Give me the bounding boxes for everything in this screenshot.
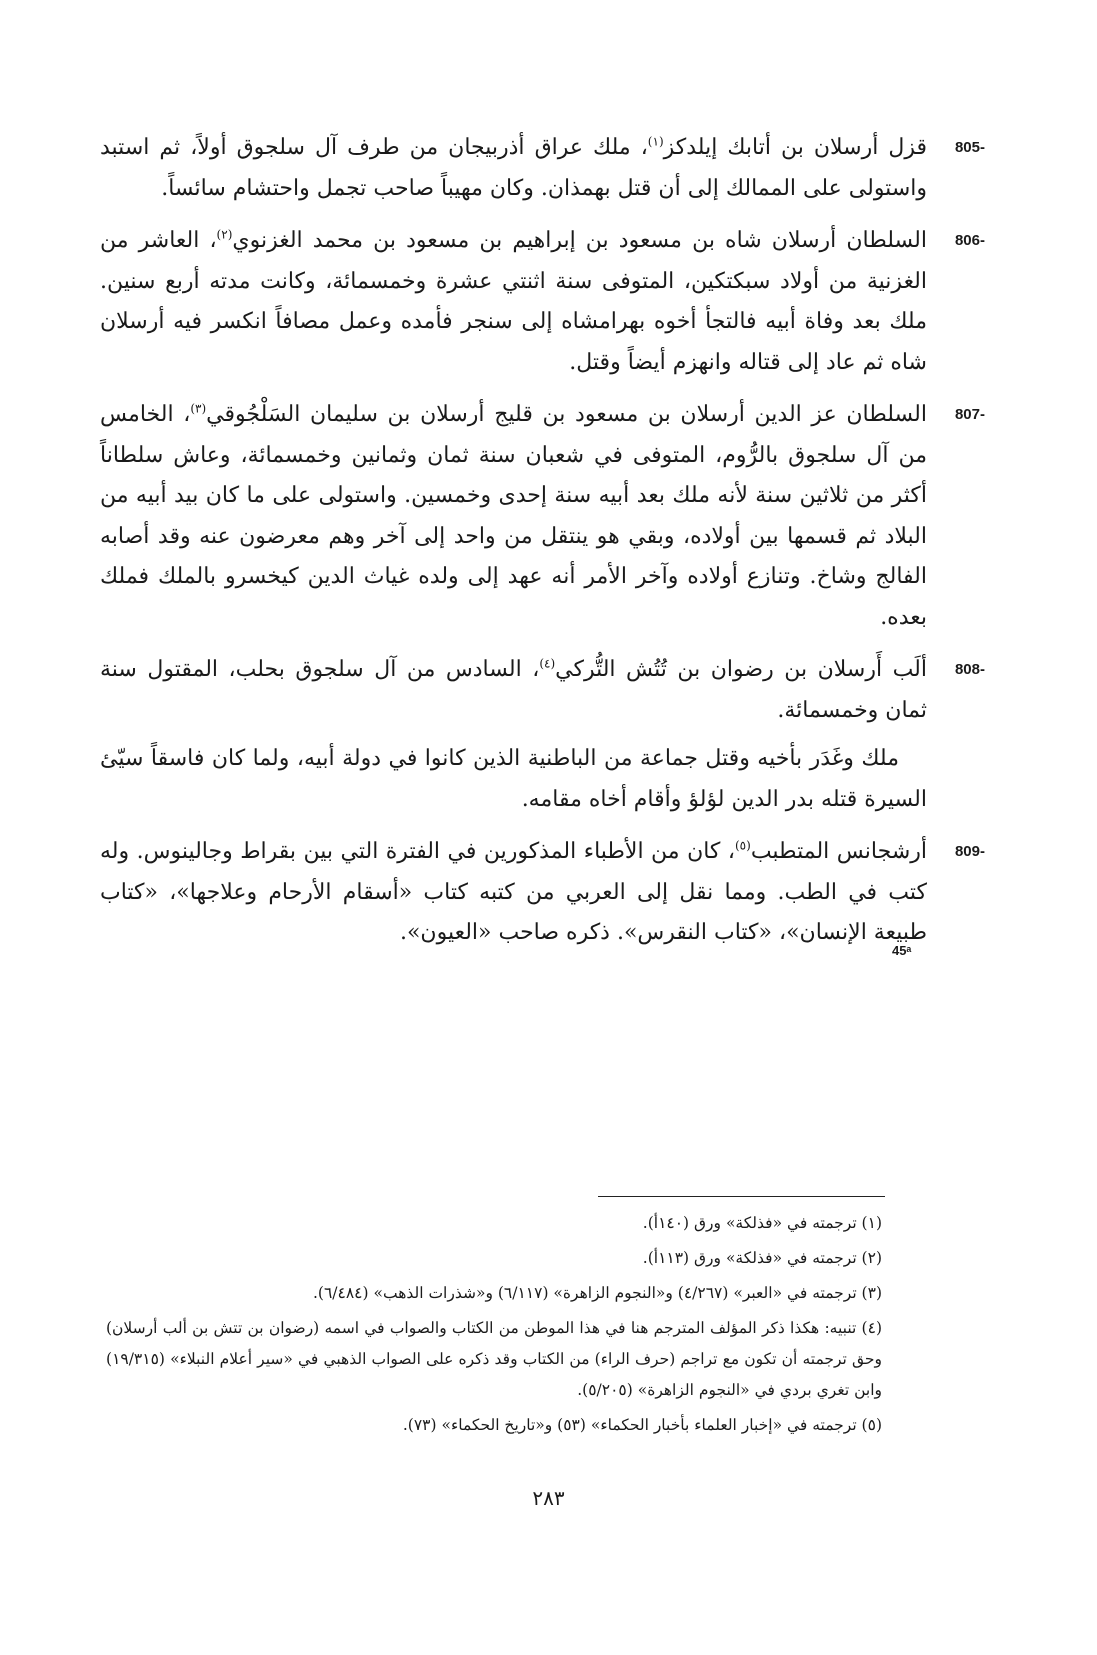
- footnote: (٤) تنبيه: هكذا ذكر المؤلف المترجم هنا في هذا الموطن من الكتاب والصواب في اسمه (رضوان بن تتش بن ألب أرسلان) وحق ترجمته أن تكون مع تراجم (حرف الراء) من الكتاب وقد ذكره على الصواب الذهبي في «سير أعلام النبلاء» (١٩/٣١٥) وابن تغري بردي في «النجوم الزاهرة» (٥/٢٠٥).: [106, 1319, 882, 1399]
- main-text: [100, 128, 985, 966]
- footnote: (٥) ترجمته في «إخبار العلماء بأخبار الحكماء» (٥٣) و«تاريخ الحكماء» (٧٣).: [402, 1416, 882, 1434]
- entry-number: 806-: [954, 232, 985, 249]
- entry-paragraph: ألَب أَرسلان بن رضوان بن تُتُش التُّركي$^{(٤)}$، السادس من آل سلجوق بحلب، المقتول سنة ثمان وخمسمائة.: [100, 656, 927, 723]
- manuscript-folio-mark: 45ᵃ: [892, 943, 912, 958]
- entry-805: [100, 128, 985, 209]
- entry-number: 807-: [954, 406, 985, 423]
- page-number: ٢٨٣: [532, 1486, 565, 1510]
- entry-paragraph: أرشجانس المتطبب$^{(٥)}$، كان من الأطباء المذكورين في الفترة التي بين بقراط وجالينوس. وله كتب في الطب. ومما نقل إلى العربي من كتبه كتاب «أسقام الأرحام وعلاجها»، «كتاب طبيعة الإنسان»، «كتاب النقرس». ذكره صاحب «العيون».: [100, 838, 927, 945]
- footnote: (٢) ترجمته في «فذلكة» ورق (١١٣أ).: [642, 1249, 882, 1267]
- footnote-ref: (٤): [539, 656, 556, 671]
- footnote-ref: (٥): [734, 838, 751, 853]
- entry-paragraph: السلطان أرسلان شاه بن مسعود بن إبراهيم بن مسعود بن محمد الغزنوي$^{(٢)}$، العاشر من الغزنية من أولاد سبكتكين، المتوفى سنة اثنتي عشرة وخمسمائة، وكانت مدته أربع سنين. ملك بعد وفاة أبيه فالتجأ أخوه بهرامشاه إلى سنجر فأمده وعمل مصافاً انكسر فيه أرسلان شاه ثم عاد إلى قتاله وانهزم أيضاً وقتل.: [100, 227, 927, 375]
- entry-809: [100, 832, 985, 954]
- footnote-ref: (٣): [190, 401, 207, 416]
- entry-808: [100, 650, 985, 820]
- footnote-ref: (٢): [216, 227, 233, 242]
- entry-paragraph: ملك وغَدَر بأخيه وقتل جماعة من الباطنية الذين كانوا في دولة أبيه، ولما كان فاسقاً سيّئ السيرة قتله بدر الدين لؤلؤ وأقام أخاه مقامه.: [100, 746, 927, 812]
- footnote: (٣) ترجمته في «العبر» (٤/٢٦٧) و«النجوم الزاهرة» (٦/١١٧) و«شذرات الذهب» (٦/٤٨٤).: [313, 1284, 882, 1302]
- entry-paragraph: قزل أرسلان بن أتابك إيلدكز$^{(١)}$، ملك عراق أذربيجان من طرف آل سلجوق أولاً، ثم استبد واستولى على الممالك إلى أن قتل بهمذان. وكان مهيباً صاحب تجمل واحتشام سائساً.: [100, 134, 927, 201]
- footnote-ref: (١): [647, 134, 664, 149]
- entry-number: 809-: [954, 843, 985, 860]
- footnotes: [106, 1208, 882, 1445]
- entry-806: [100, 221, 985, 383]
- footnote-separator: [598, 1196, 885, 1197]
- footnote: (١) ترجمته في «فذلكة» ورق (١٤٠أ).: [642, 1214, 882, 1232]
- entry-number: 805-: [954, 139, 985, 156]
- entry-number: 808-: [954, 661, 985, 678]
- entry-807: [100, 395, 985, 638]
- entry-paragraph: السلطان عز الدين أرسلان بن مسعود بن قليج أرسلان بن سليمان السَلْجُوقي$^{(٣)}$، الخامس من آل سلجوق بالرُّوم، المتوفى في شعبان سنة ثمان وثمانين وخمسمائة، وعاش سلطاناً أكثر من ثلاثين سنة لأنه ملك بعد أبيه سنة إحدى وخمسين. واستولى على ما كان بيد أبيه من البلاد ثم قسمها بين أولاده، وبقي هو ينتقل من واحد إلى آخر وهم معرضون عنه وقد أصابه الفالج وشاخ. وتنازع أولاده وآخر الأمر أنه عهد إلى ولده غياث الدين كيخسرو بالملك فملك بعده.: [100, 401, 927, 630]
